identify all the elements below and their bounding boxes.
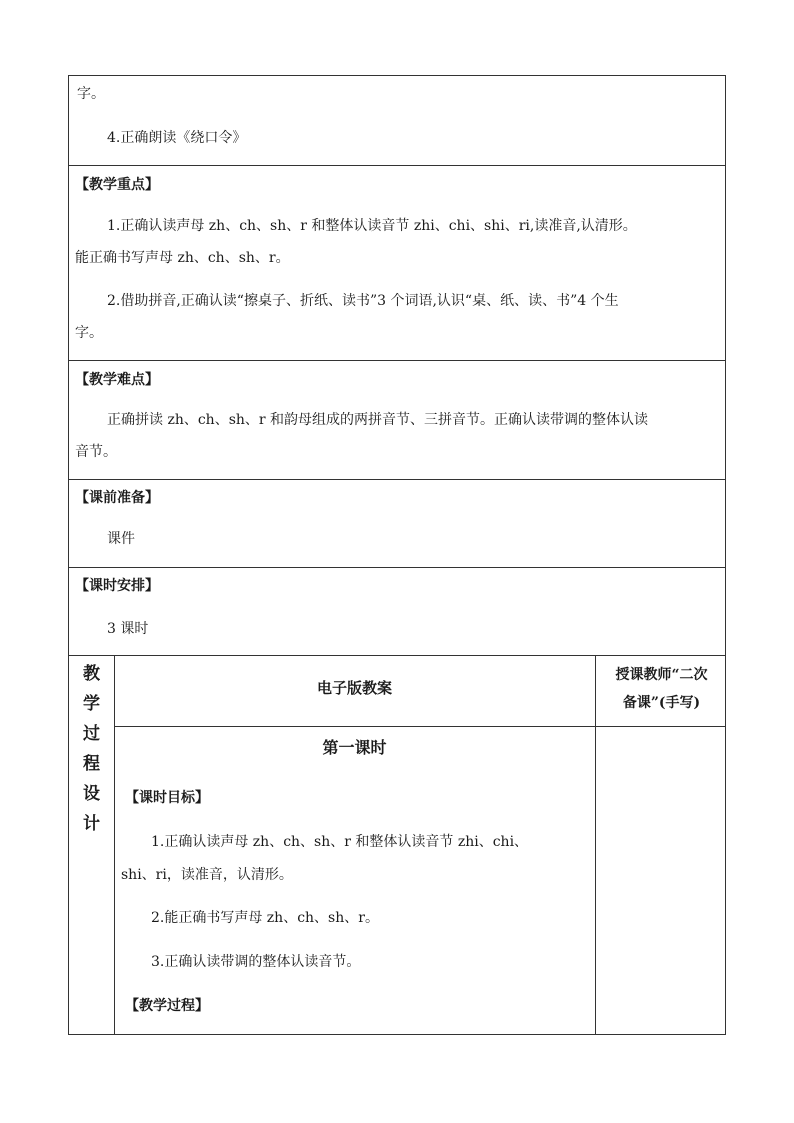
teacher-notes-header	[596, 661, 727, 717]
col-divider	[114, 655, 115, 1035]
schedule-content: 3 课时	[107, 621, 149, 637]
difficulties-line1: 正确拼读 zh、ch、sh、r 和韵母组成的两拼音节、三拼音节。正确认读带调的整体认读	[107, 412, 649, 428]
objective-continued-text: 字。	[77, 86, 105, 102]
row-divider	[69, 165, 725, 166]
key-point-1-line2: 能正确书写声母 zh、ch、sh、r。	[75, 250, 290, 266]
teacher-notes-header-line1: 授课教师“二次	[615, 667, 708, 683]
side-char: 设	[83, 784, 100, 804]
lesson-title: 第一课时	[322, 738, 387, 757]
difficulties-line2: 音节。	[75, 444, 117, 460]
lesson-objective-2: 2.能正确书写声母 zh、ch、sh、r。	[151, 910, 379, 926]
lesson-plan-table	[68, 75, 726, 1035]
difficulties-heading: 【教学难点】	[75, 372, 159, 388]
preparation-heading: 【课前准备】	[75, 490, 159, 506]
process-design-side-label	[69, 659, 114, 839]
key-point-1-line1: 1.正确认读声母 zh、ch、sh、r 和整体认读音节 zhi、chi、shi、ri,读准音,认清形。	[107, 218, 637, 234]
electronic-plan-header: 电子版教案	[316, 679, 392, 697]
side-char: 计	[83, 814, 100, 834]
teacher-notes-header-line2: 备课”(手写)	[622, 695, 701, 711]
row-divider	[69, 655, 725, 656]
side-char: 过	[83, 724, 100, 744]
lesson-objective-1-line2: shi、ri，读准音，认清形。	[121, 867, 293, 883]
teaching-process-heading: 【教学过程】	[125, 998, 209, 1014]
lesson-objective-1-line1: 1.正确认读声母 zh、ch、sh、r 和整体认读音节 zhi、chi、	[151, 834, 529, 850]
key-point-2-line1: 2.借助拼音,正确认读“擦桌子、折纸、读书”3 个词语,认识“桌、纸、读、书”4 个生	[107, 293, 619, 309]
schedule-heading: 【课时安排】	[75, 578, 159, 594]
key-point-2-line2: 字。	[75, 325, 103, 341]
lesson-objectives-heading: 【课时目标】	[125, 790, 209, 806]
row-divider	[69, 360, 725, 361]
objective-item-4: 4.正确朗读《绕口令》	[107, 130, 247, 146]
preparation-content: 课件	[107, 531, 135, 547]
row-divider	[69, 479, 725, 480]
row-divider	[69, 567, 725, 568]
side-char: 教	[83, 664, 100, 684]
header-row-divider	[114, 726, 725, 727]
side-char: 学	[83, 694, 100, 714]
side-char: 程	[83, 754, 100, 774]
key-points-heading: 【教学重点】	[75, 177, 159, 193]
lesson-objective-3: 3.正确认读带调的整体认读音节。	[151, 954, 361, 970]
